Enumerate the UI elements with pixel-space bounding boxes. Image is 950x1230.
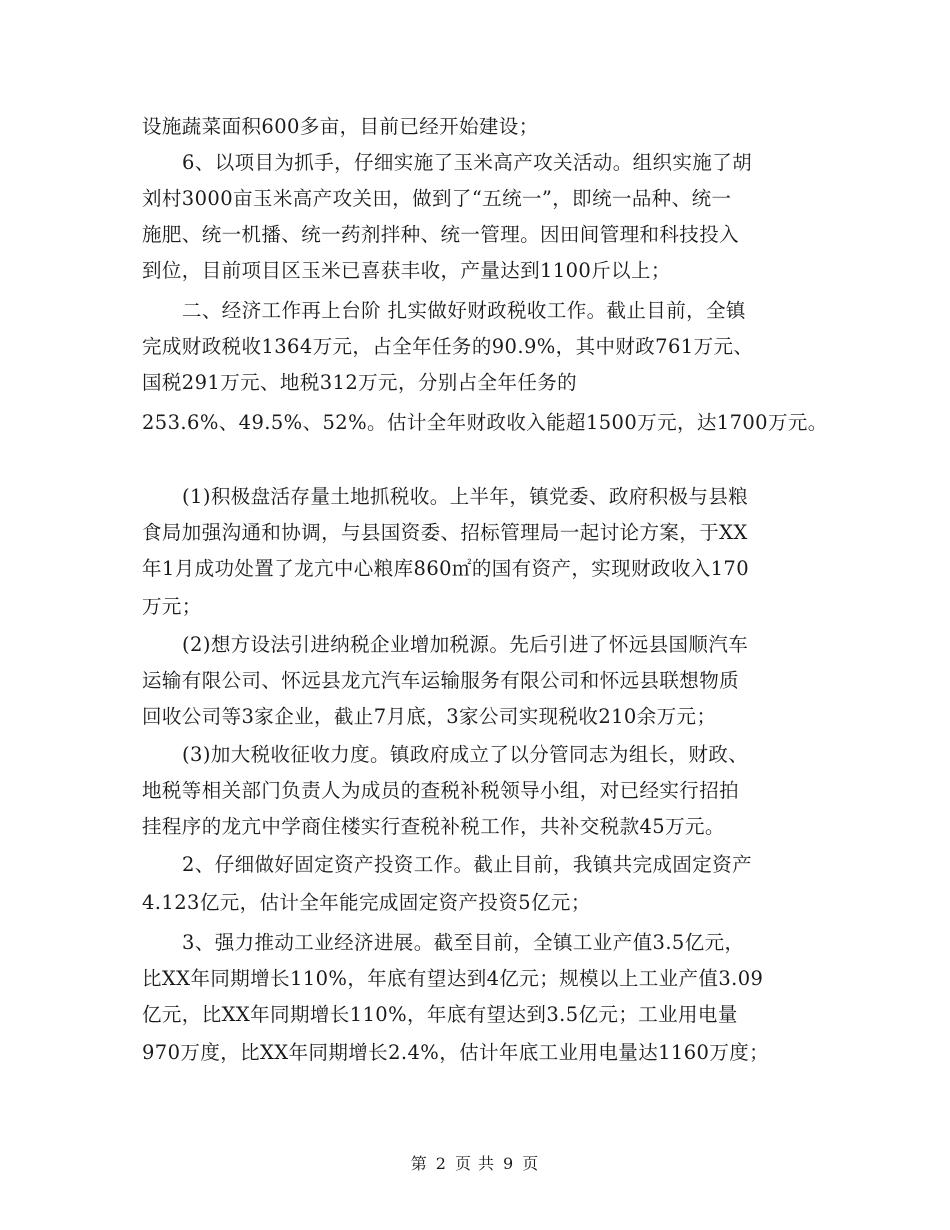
text-line: 年1月成功处置了龙亢中心粮库860㎡的国有资产，实现财政收入170 bbox=[142, 557, 750, 580]
text-line: 2、仔细做好固定资产投资工作。截止目前，我镇共完成固定资产 bbox=[182, 853, 753, 876]
footer-middle: 页 共 bbox=[454, 1154, 496, 1173]
text-line: 6、以项目为抓手，仔细实施了玉米高产攻关活动。组织实施了胡 bbox=[182, 151, 753, 174]
text-line: 万元； bbox=[142, 595, 202, 618]
text-line: 刘村3000亩玉米高产攻关田，做到了“五统一”，即统一品种、统一 bbox=[142, 187, 732, 210]
footer-total-pages: 9 bbox=[503, 1154, 515, 1173]
footer-page-number: 2 bbox=[435, 1154, 447, 1173]
text-line: 完成财政税收1364万元，占全年任务的90.9%，其中财政761万元、 bbox=[142, 335, 754, 358]
text-line: 4.123亿元，估计全年能完成固定资产投资5亿元； bbox=[142, 891, 591, 914]
page-footer bbox=[0, 1154, 950, 1174]
text-line: 二、经济工作再上台阶 扎实做好财政税收工作。截止目前，全镇 bbox=[182, 299, 746, 322]
text-line: 设施蔬菜面积600多亩，目前已经开始建设； bbox=[142, 115, 539, 138]
text-line: 地税等相关部门负责人为成员的查税补税领导小组，对已经实行招拍 bbox=[142, 779, 740, 802]
footer-prefix: 第 bbox=[410, 1154, 428, 1173]
text-line: 挂程序的龙亢中学商住楼实行查税补税工作，共补交税款45万元。 bbox=[142, 815, 725, 838]
text-line: (3)加大税收征收力度。镇政府成立了以分管同志为组长，财政、 bbox=[182, 743, 749, 766]
text-line: 国税291万元、地税312万元，分别占全年任务的 bbox=[142, 371, 578, 394]
text-line: 运输有限公司、怀远县龙亢汽车运输服务有限公司和怀远县联想物质 bbox=[142, 669, 740, 692]
text-line: 3、强力推动工业经济进展。截至目前，全镇工业产值3.5亿元， bbox=[182, 931, 745, 954]
text-line: 970万度，比XX年同期增长2.4%，估计年底工业用电量达1160万度； bbox=[142, 1041, 770, 1064]
text-line: 亿元，比XX年同期增长110%，年底有望达到3.5亿元；工业用电量 bbox=[142, 1003, 738, 1026]
text-line: 施肥、统一机播、统一药剂拌种、统一管理。因田间管理和科技投入 bbox=[142, 223, 740, 246]
text-line: 食局加强沟通和协调，与县国资委、招标管理局一起讨论方案，于XX bbox=[142, 521, 748, 544]
text-line: 253.6%、49.5%、52%。估计全年财政收入能超1500万元，达1700万元。 bbox=[142, 411, 828, 434]
text-line: (1)积极盘活存量土地抓税收。上半年，镇党委、政府积极与县粮 bbox=[182, 485, 749, 508]
footer-suffix: 页 bbox=[522, 1154, 540, 1173]
text-line: 回收公司等3家企业，截止7月底，3家公司实现税收210余万元； bbox=[142, 705, 717, 728]
text-line: 比XX年同期增长110%，年底有望达到4亿元；规模以上工业产值3.09 bbox=[142, 967, 764, 990]
text-line: (2)想方设法引进纳税企业增加税源。先后引进了怀远县国顺汽车 bbox=[182, 633, 749, 656]
text-line: 到位，目前项目区玉米已喜获丰收，产量达到1100斤以上； bbox=[142, 259, 671, 282]
